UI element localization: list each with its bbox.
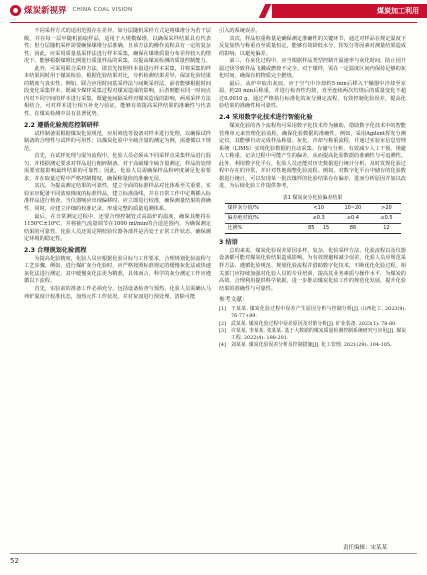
paragraph: 试样制备需根据煤炭化验规范，应用筛选等设备对样本进行处理，以确保试样制备的合理性与试样的可用性；以煤炭化验中全硫含量的测定为例，需遵循以下规范。 xyxy=(24,130,211,152)
section-category: 煤炭加工利用 xyxy=(272,4,427,18)
paragraph: 此外，可采用联合采样方法，即首先按照样本量进行样本采集，并将采集的样本结果同时用于煤炭检验，根据化验结果对比，分析检测结果差异，保证化验结果的精度与真实性。例如，联合应用时间基采样法与间断采样法，前者能够根据时间段变化采集样本，既减少煤样采集过程对煤炭造成的影响，后者则能在同一时间点内对不同空间的样本进行采集，既避免间隔采样对煤炭造成的影响，两项采样方法相结合，可对样本进行相互补充与验证，能够有效提高采样结果的准确性与代表性，在煤炭检测中具有显著优势。 xyxy=(24,65,211,118)
table-row xyxy=(225,213,401,223)
page-header xyxy=(0,0,427,30)
references-title: 参考文献： xyxy=(219,297,248,304)
banner-stripe-icon xyxy=(259,4,272,18)
table-cell: >20 xyxy=(372,203,400,213)
right-column xyxy=(219,28,406,349)
table-cell: 12 xyxy=(372,223,400,233)
ash-deviation-table xyxy=(225,203,401,234)
paragraph: 首先，在试样处理与混匀流程中，化验人员必须从不同采样点采集样品进行混匀，并根据测定要求对样品进行粗碎制备。对于高硫煤全硫含量测定，样品的处理需要直接影响最终结果的可靠性；因此，化验人员需确保样品粉碎度满足化验要求，并在取量过程中严格控制精度，确保称量值的准确无误。 xyxy=(24,153,211,182)
logo-chinese-text: 煤炭新视界 xyxy=(24,6,67,16)
reference-text: 武某某. 煤炭化验过程中误差原因及对策分析[J]. 矿业装备, 2023(1): 78-80. xyxy=(231,320,397,327)
logo-english-text: CHINA COAL VISION xyxy=(72,7,133,13)
table-cell: 15 xyxy=(319,223,334,233)
paragraph: 首先，实验前的准备工作必须充分，包括设备检查与预热，化验人员需确认马弗炉温度计校准状态，加热元件工作状况，并对灰皿进行预处理，清除可能 xyxy=(24,285,211,300)
references-list xyxy=(219,306,406,349)
paragraph: 其次，样品恒重称量是确保测定准确性的关键环节，通过对样品在规定温度下反复加热与称重直至质量恒定，能够有效降低水分、挥发分等因素对测量结果造成的影响，以避免偏差。 xyxy=(219,35,406,57)
reference-text: 王某某. 煤炭化验过程中误差产生原因分析与控制分析[J]. 山西化工, 2023(9): 76-77+89. xyxy=(231,306,406,320)
table-cell: 偏差绝对值/% xyxy=(225,213,304,223)
section-heading-2-2: 2.2 遵循化验规范控制研样 xyxy=(24,121,99,129)
left-column xyxy=(24,28,211,301)
paragraph: 其次，为提高测定结果的可靠性，建立全面的标准样品对比体系至关重要。实验室应配备不同浓度梯度的标准样品，建立标准曲线，并在日常工作中定期插入标准样品进行核查。当仪器响应出现偏移时，应立即进行校准，确保测量结果的准确性，同时，应建立详细的校准记录，形成完整的质量追溯体系。 xyxy=(24,183,211,213)
table-cell: <10 xyxy=(304,203,333,213)
logo-circle-icon xyxy=(10,5,21,16)
header-rule xyxy=(10,22,417,23)
table-cell: 比例% xyxy=(225,223,304,233)
reference-text: 许某某, 李某某, 张某某. 基于大数据的煤炭质量检测控制系统研究与应用[J]. 煤炭工程, 2022(4): 198-201. xyxy=(231,327,406,342)
section-heading-2-4: 2.4 采用数字化技术进行智能化验 xyxy=(219,114,313,122)
paragraph: 为提高化验精度，化验人员应根据化验目标与工作要求，合理规划化验流程与工艺步骤。例如，进行煤矿灰分化验时，应严格按照标准规定的缓慢灰化法或快速灰化法进行测定，其中缓慢灰化法更为精准，具体而言，科学的灰分测定工作应遵循以下流程。 xyxy=(24,255,211,285)
table-cell: 煤样灰分值/% xyxy=(225,203,304,213)
table-cell: ≤0.3 xyxy=(304,213,333,223)
paragraph: 引入的系统误差。 xyxy=(219,28,261,34)
table-row xyxy=(225,223,401,233)
table-cell: 88 xyxy=(333,223,372,233)
section-banner xyxy=(262,4,427,18)
reference-item xyxy=(219,328,406,342)
paragraph: 总的来说，煤炭化验误差原因多样，复杂，化验采样方法、化验流程以及仪器设备都可能对煤炭化验结果造成影响。为有效规避和减少误差，化验人员应规范采样方法、遵循化验规范、规划化验流程并借助数字化技术，不断优化化验过程。相关部门应持续加强对化验人员的专业培训，提高其业务素质与操作水平，为煤炭的高效、合理利用提供科学依据，进一步推动煤炭化验工作的规范化发展，提升化验结果的准确性与可靠性。 xyxy=(219,247,406,292)
paragraph: 第三，在灰化过程中，应当根据样品类型控制升温速率与灰化时间，防止因升温过快导致样品飞溅或燃烧不完全。对于煤样，需在一定温度区间内保持足够的灰化时间，确保有机物质完全燃烧。 xyxy=(219,58,406,80)
table-cell: ≤0.4 xyxy=(333,213,372,223)
reference-text: 刘某某. 煤炭化验误差分析及控制措施[J]. 化工管理, 2021(29): 104-105. xyxy=(231,342,392,349)
paragraph: 煤炭化验的各个流程均可采用数字化技术作为辅助，借助数字化技术中的智能管理单元来管理化验流程，确保化验数据的准确性。例如，采用Agilent挥发分测定仪，其能够自动完成样品称量、灰化、冷却与称重流程，并通过实验室信息管理系统（LIMS）实现化验数据的自动采集、存储与分析，有效减少人工干预，规避人工称重、记录过程中可能产生的偏差，从而提高化验数据的准确性与可追溯性。此外，利用数字化平台，化验人员还能对历史数据进行统计分析，及时发现化验过程中存在的异常，并针对性地调整化验流程。例如，对数字化平台中储存的化验数据进行统计，可以发现某一批次煤样的化验结果存在偏差，进而分析原因并加以改进，为后续化验工作提供参考。 xyxy=(219,123,406,190)
reference-number: [1] xyxy=(219,306,226,313)
table-caption: 表1 煤炭灰分化验偏差结果 xyxy=(282,194,343,201)
table-cell: 10~20 xyxy=(333,203,372,213)
reference-number: [3] xyxy=(219,327,226,334)
reference-item xyxy=(219,342,406,349)
reference-item xyxy=(219,321,406,328)
responsible-editor: 责任编辑：宋某某 xyxy=(343,545,388,551)
reference-number: [4] xyxy=(219,342,226,349)
reference-item xyxy=(219,306,406,320)
paragraph: 最后，从炉中取出灰皿，应于空气中冷却约5 min后移入干燥器中冷却至室温，约20 min后称重，并进行检查性灼烧，直至连续两次灼烧后的质量变化不超过0.0010 g。通过严格执行标准化的灰分测定流程，有效控制化验误差，提高化验结果的准确性和可靠性。 xyxy=(219,80,406,110)
table-cell: 85 xyxy=(304,223,319,233)
page-number: 52 xyxy=(10,557,19,565)
paragraph: 最后，在日常测定过程中，还要合理控制管式高温炉的温度，确保其维持在1150℃±10℃，并将抽气流量调节在1000 ml/min的合适范围内，为确保测定结果的可靠性，化验人员还需定期校验仪器各部件是否处于正常工作状态，确保测定环境的稳定性。 xyxy=(24,213,211,243)
paragraph: 不同采样方式的适用范围存在差异，如分层随机采样方式是将煤堆分为若干层级，并在每一层中随机抽取样品，适用于大规模煤堆，以确保采样结果具有代表性；但分层随机采样需要确保煤堆分层准确，且该方法的操作流程具有一定的复杂性。因此，应采用质量基采样法进行样本采集，确保在煤堆质量分布差异较大的情况下，能够根据煤堆比例进行质量样品的采集，以提高煤炭检测的质量控制能力。 xyxy=(24,28,211,65)
magazine-logo xyxy=(10,4,132,16)
table-header-row xyxy=(225,203,401,213)
table-cell: ≤0.5 xyxy=(372,213,400,223)
section-heading-2-3: 2.3 合理规划化验流程 xyxy=(24,246,87,254)
section-heading-3: 3 结语 xyxy=(219,238,238,246)
reference-number: [2] xyxy=(219,320,226,327)
footer-rule xyxy=(10,553,417,554)
